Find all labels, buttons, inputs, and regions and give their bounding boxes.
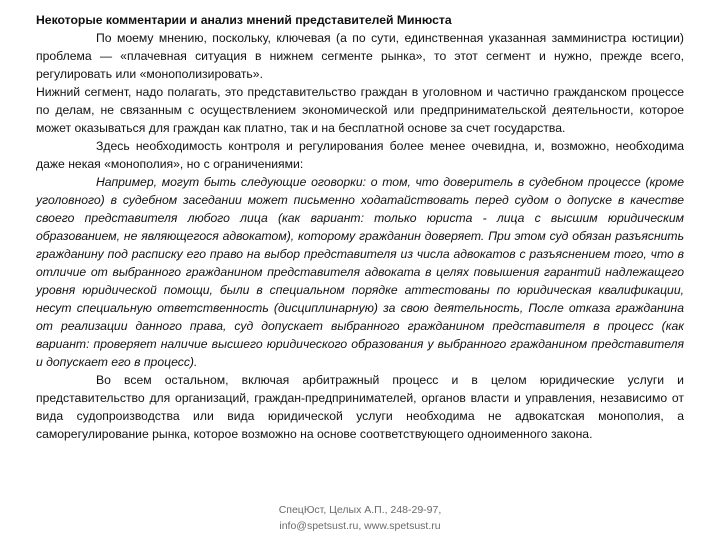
paragraph-example-clauses: Например, могут быть следующие оговорки: о том, что доверитель в судебном процессе (кроме уголовного) в судебном заседании может письменно ходатайствовать перед судом о допуске в качестве своего представителя любого лица (как вариант: только юриста - лица с высшим юридическим образованием, не являющегося адвокатом), которому гражданин доверяет. При этом суд обязан разъяснить гражданину под расписку его право на выбор представителя из числа адвокатов с разъяснением того, что в отличие от выбранного гражданином представителя адвоката в целях повышения гарантий надлежащего уровня юридической помощи, были в специальном порядке аттестованы по юридическая квалификации, несут специальную ответственность (дисциплинарную) за свою деятельность, После отказа гражданина от реализации данного права, суд допускает выбранного гражданином представителя в процесс (как вариант: проверяет наличие высшего юридического образования у выбранного гражданином представителя и допускает его в процесс). bbox=[36, 175, 684, 369]
paragraph-control-necessity: Здесь необходимость контроля и регулирования более менее очевидна, и, возможно, необходима даже некая «монополия», но с ограничениями: bbox=[36, 139, 684, 171]
page-footer bbox=[0, 502, 720, 534]
footer-web-line: info@spetsust.ru, www.spetsust.ru bbox=[279, 520, 441, 532]
paragraph-conclusion: Во всем остальном, включая арбитражный процесс и в целом юридические услуги и представительство для организаций, граждан-предпринимателей, органов власти и управления, независимо от вида судопроизводства или вида юридической услуги необходима не адвокатская монополия, а саморегулирование рынка, которое возможно на основе соответствующего одноименного закона. bbox=[36, 373, 684, 441]
paragraph-lower-segment: Нижний сегмент, надо полагать, это представительство граждан в уголовном и частично гражданском процессе по делам, не связанным с осуществлением экономической или предпринимательской деятельности, которое может оказываться для граждан как платно, так и на бесплатной основе за счет государства. bbox=[36, 85, 684, 135]
paragraph-problem: По моему мнению, поскольку, ключевая (а по сути, единственная указанная замминистра юстиции) проблема — «плачевная ситуация в нижнем сегменте рынка», то этот сегмент и нужно, прежде всего, регулировать или «монополизировать». bbox=[36, 31, 684, 81]
document-title: Некоторые комментарии и анализ мнений представителей Минюста bbox=[36, 13, 452, 27]
footer-contact-line: СпецЮст, Целых А.П., 248-29-97, bbox=[278, 504, 442, 516]
